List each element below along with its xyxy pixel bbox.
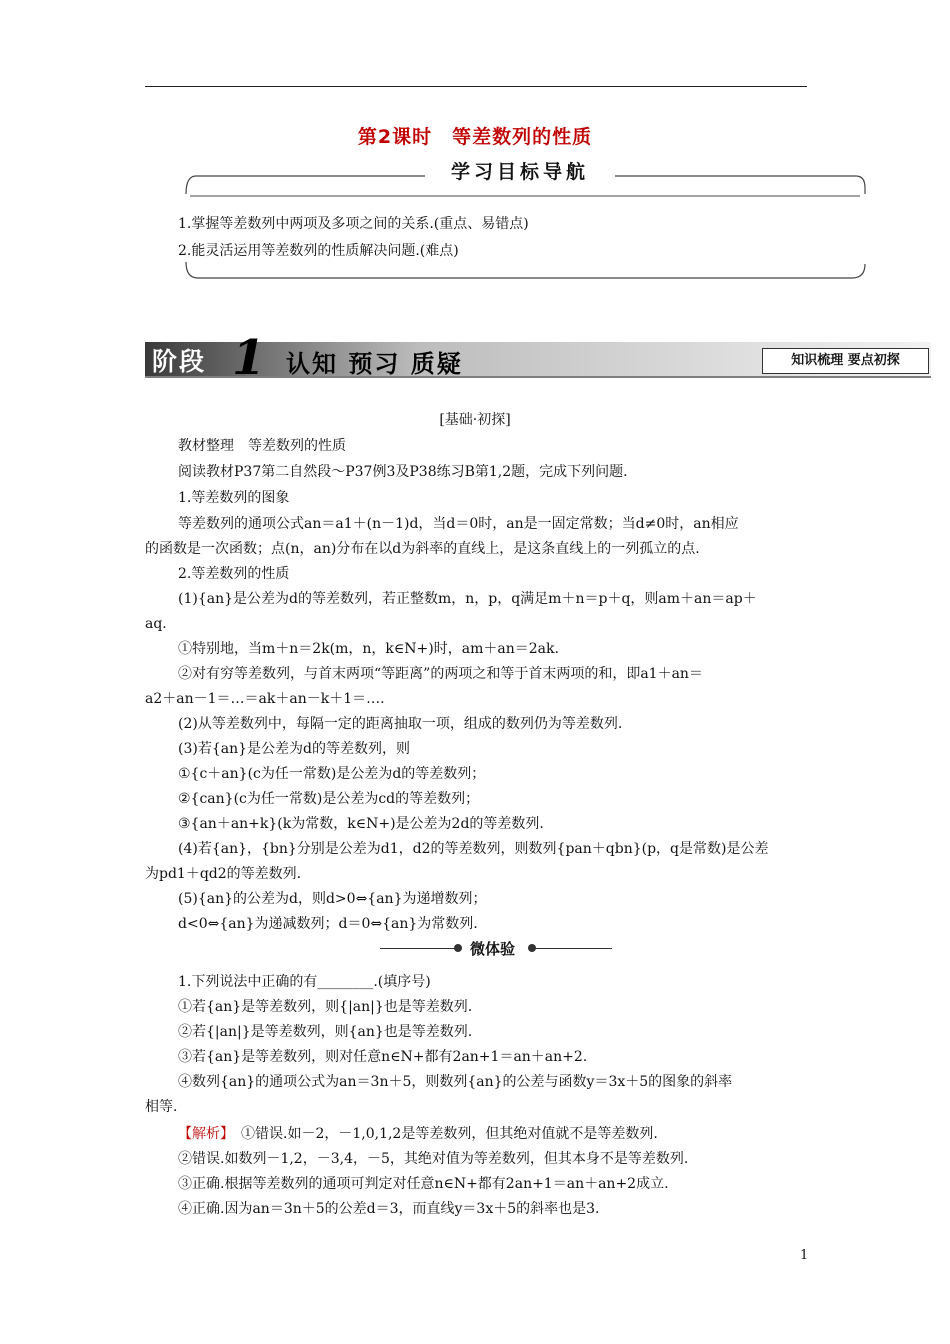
option-1: ①若{an}是等差数列，则{|an|}也是等差数列. (178, 999, 473, 1015)
option-2: ②若{|an|}是等差数列，则{an}也是等差数列. (178, 1024, 473, 1040)
micro-experience-title: 微体验 (470, 940, 516, 958)
page-number: 1 (800, 1248, 809, 1263)
stage-tag: 知识梳理 要点初探 (762, 348, 929, 374)
analysis-2: ②错误.如数列－1,2，－3,4，－5，其绝对值为等差数列，但其本身不是等差数列. (178, 1151, 689, 1167)
paragraph-line: (2)从等差数列中，每隔一定的距离抽取一项，组成的数列仍为等差数列. (178, 716, 623, 732)
divider-right (530, 948, 612, 949)
heading-graph: 1.等差数列的图象 (178, 490, 290, 506)
paragraph-line: d<0⇔{an}为递减数列；d＝0⇔{an}为常数列. (178, 916, 478, 932)
paragraph-line: ③{an＋an+k}(k为常数，k∈N+)是公差为2d的等差数列. (178, 816, 544, 832)
stage-number: 1 (232, 330, 266, 386)
paragraph-line: a2＋an－1＝…＝ak＋an－k＋1＝…. (145, 691, 385, 707)
stage-label: 阶段 (152, 347, 207, 376)
paragraph-line: (3)若{an}是公差为d的等差数列，则 (178, 741, 410, 757)
option-3: ③若{an}是等差数列，则对任意n∈N+都有2an+1＝an＋an+2. (178, 1049, 588, 1065)
analysis-3: ③正确.根据等差数列的通项可判定对任意n∈N+都有2an+1＝an＋an+2成立. (178, 1176, 669, 1192)
heading-properties: 2.等差数列的性质 (178, 566, 290, 582)
section-label: [基础·初探] (439, 412, 511, 428)
paragraph-line: 为pd1＋qd2的等差数列. (145, 866, 302, 882)
paragraph-line: ①特别地，当m＋n＝2k(m，n，k∈N+)时，am＋an＝2ak. (178, 641, 559, 657)
top-rule (145, 86, 807, 87)
paragraph-line: (5){an}的公差为d，则d>0⇔{an}为递增数列； (178, 891, 487, 907)
paragraph-line: ①{c＋an}(c为任一常数)是公差为d的等差数列； (178, 766, 486, 782)
divider-left (380, 948, 462, 949)
paragraph-line: aq. (145, 616, 167, 632)
goals-title: 学习目标导航 (425, 158, 615, 186)
option-4: ④数列{an}的通项公式为an＝3n＋5，则数列{an}的公差与函数y＝3x＋5的图象的斜率 (178, 1074, 733, 1090)
goal-item-2: 2.能灵活运用等差数列的性质解决问题.(难点) (178, 243, 459, 259)
question-stem: 1.下列说法中正确的有________.(填序号) (178, 974, 431, 990)
divider-dot-left (454, 944, 462, 952)
paragraph-line: 的函数是一次函数；点(n，an)分布在以d为斜率的直线上，是这条直线上的一列孤立的点. (145, 541, 700, 557)
reading-instruction: 阅读教材P37第二自然段～P37例3及P38练习B第1,2题，完成下列问题. (178, 464, 628, 480)
paragraph-line: ②对有穷等差数列，与首末两项“等距离”的两项之和等于首末两项的和，即a1＋an＝ (178, 666, 703, 682)
analysis-4: ④正确.因为an＝3n＋5的公差d＝3，而直线y＝3x＋5的斜率也是3. (178, 1201, 600, 1217)
paragraph-line: (1){an}是公差为d的等差数列，若正整数m，n，p，q满足m＋n＝p＋q，则am＋an＝ap＋ (178, 591, 757, 607)
paragraph-line: ②{can}(c为任一常数)是公差为cd的等差数列； (178, 791, 480, 807)
option-4-cont: 相等. (145, 1099, 178, 1115)
lesson-title: 第2课时 等差数列的性质 (357, 126, 593, 148)
goal-item-1: 1.掌握等差数列中两项及多项之间的关系.(重点、易错点) (178, 216, 529, 232)
subsection-title: 教材整理 等差数列的性质 (178, 438, 346, 454)
stage-title: 认知 预习 质疑 (286, 350, 463, 378)
paragraph-line: (4)若{an}，{bn}分别是公差为d1，d2的等差数列，则数列{pan＋qbn}(p，q是常数)是公差 (178, 841, 769, 857)
paragraph-line: 等差数列的通项公式an＝a1＋(n－1)d，当d＝0时，an是一固定常数；当d≠0时，an相应 (178, 516, 739, 532)
analysis-1: 【解析】 ①错误.如－2，－1,0,1,2是等差数列，但其绝对值就不是等差数列. (178, 1126, 658, 1142)
